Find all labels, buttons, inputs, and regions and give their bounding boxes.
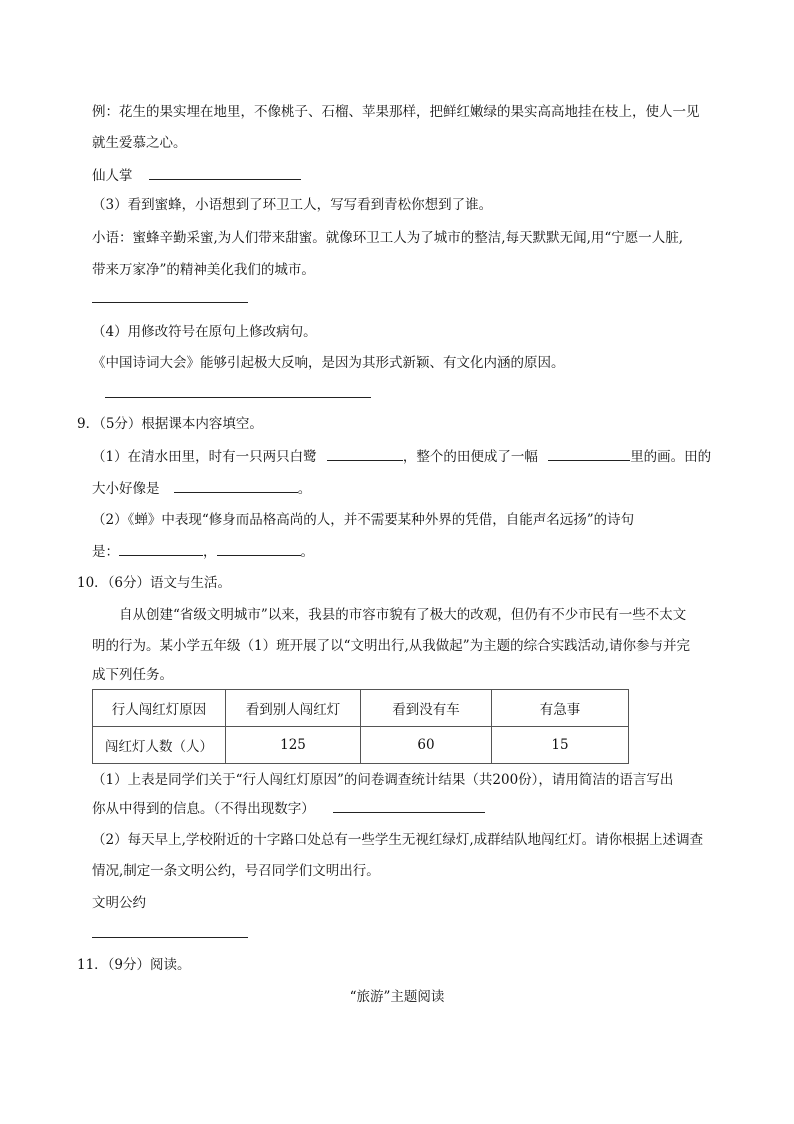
q3-prompt: （3）看到蜜蜂，小语想到了环卫工人，写写看到青松你想到了谁。	[92, 197, 493, 213]
q9-blank-egret[interactable]	[327, 446, 403, 461]
table-cell: 15	[492, 727, 629, 764]
survey-table	[92, 689, 629, 764]
q10-intro-line3: 成下列任务。	[92, 667, 173, 683]
q4-prompt: （4）用修改符号在原句上修改病句。	[92, 324, 317, 340]
table-header-cell: 看到没有车	[361, 690, 492, 727]
cactus-label: 仙人掌	[92, 168, 133, 184]
q11-title: 11．（9分）阅读。	[77, 957, 191, 973]
q9-part2-text-a: 是：	[92, 544, 119, 560]
q9-part2-line2	[92, 541, 314, 562]
example-text-line2: 就生爱慕之心。	[92, 135, 187, 151]
q4-sentence: 《中国诗词大会》能够引起极大反响，是因为其形式新颖、有文化内涵的原因。	[92, 355, 565, 371]
q9-part1-line2: 大小好像是 。	[92, 478, 311, 499]
q9-part1-line1	[92, 446, 711, 467]
q3-answer-blank[interactable]	[92, 302, 248, 303]
pact-answer-blank[interactable]	[92, 937, 248, 938]
q9-blank-size[interactable]	[174, 478, 298, 493]
table-cell: 60	[361, 727, 492, 764]
table-header-cell: 有急事	[492, 690, 629, 727]
q10-part2-line2: 情况,制定一条文明公约，号召同学们文明出行。	[92, 863, 380, 879]
table-header-cell: 看到别人闯红灯	[226, 690, 361, 727]
xiaoyu-text-line2: 带来万家净”的精神美化我们的城市。	[92, 262, 315, 278]
q9-blank-poem1[interactable]	[119, 541, 203, 556]
q9-part2-end: 。	[300, 544, 314, 560]
pact-label: 文明公约	[92, 895, 146, 911]
cactus-answer-blank[interactable]	[149, 165, 301, 180]
q9-part1-text-a: （1）在清水田里，时有一只两只白鹭	[92, 449, 317, 465]
table-row	[93, 727, 629, 764]
q9-part1-text-c: 里的画。田的	[630, 449, 712, 465]
table-header-row	[93, 690, 629, 727]
q4-answer-blank[interactable]	[105, 397, 371, 398]
q10-part1-line2	[92, 798, 485, 819]
q9-part2-sep: ，	[203, 544, 217, 560]
q9-part2-line1: （2）《蝉》中表现“修身而品格高尚的人，并不需要某种外界的凭借，自能声名远扬”的诗句	[92, 512, 635, 528]
table-cell: 125	[226, 727, 361, 764]
q10-part1-line1: （1）上表是同学们关于“行人闯红灯原因”的问卷调查统计结果（共200份），请用简洁的语言写出	[92, 772, 674, 788]
cactus-prompt	[92, 165, 301, 186]
q10-intro-line1: 自从创建“省级文明城市”以来，我县的市容市貌有了极大的改观，但仍有不少市民有一些不太文	[119, 607, 687, 623]
q10-title: 10．（6分）语文与生活。	[77, 575, 232, 591]
example-text-line1: 例：花生的果实埋在地里，不像桃子、石榴、苹果那样，把鲜红嫩绿的果实高高地挂在枝上，使人一见	[92, 104, 700, 120]
q10-intro-line2: 明的行为。某小学五年级（1）班开展了以“文明出行,从我做起”为主题的综合实践活动,请你参与并完	[92, 638, 690, 654]
q9-part1-text-d: 大小好像是	[92, 481, 160, 497]
q10-part2-line1: （2）每天早上,学校附近的十字路口处总有一些学生无视红绿灯,成群结队地闯红灯。请你根据上述调查	[92, 832, 704, 848]
xiaoyu-text-line1: 小语：蜜蜂辛勤采蜜,为人们带来甜蜜。就像环卫工人为了城市的整洁,每天默默无闻,用“宁愿一人脏,	[92, 230, 684, 246]
table-header-cell: 行人闯红灯原因	[93, 690, 226, 727]
q9-title: 9．（5分）根据课本内容填空。	[77, 416, 263, 432]
q10-part1-text: 你从中得到的信息。（不得出现数字）	[92, 801, 315, 817]
table-row-label: 闯红灯人数（人）	[93, 727, 226, 764]
q11-subtitle: “旅游”主题阅读	[349, 989, 445, 1005]
q9-blank-poem2[interactable]	[217, 541, 301, 556]
q10-info-answer-blank[interactable]	[333, 798, 485, 813]
q9-part1-text-b: ，整个的田便成了一幅	[402, 449, 538, 465]
q9-blank-painting[interactable]	[548, 446, 630, 461]
